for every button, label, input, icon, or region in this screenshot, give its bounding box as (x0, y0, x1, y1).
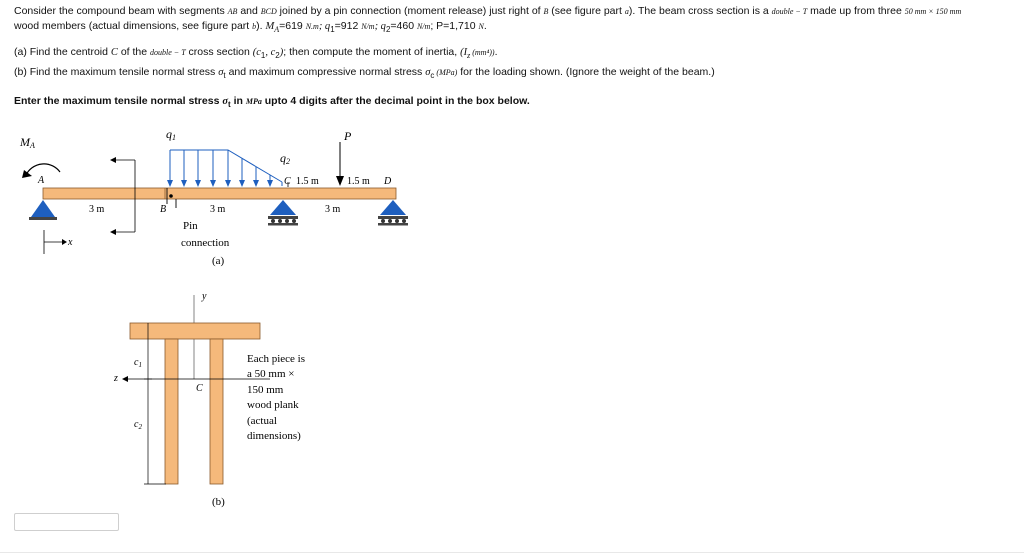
support-c-roller (268, 200, 298, 226)
label-p: P (344, 129, 352, 143)
label-part-a: (a) (212, 255, 225, 267)
web-plank-left (165, 339, 178, 484)
label-ma: MA (20, 135, 35, 150)
label-part-b: (b) (212, 496, 225, 508)
label-pin: Pin (183, 220, 198, 232)
support-a (29, 200, 57, 220)
bottom-divider (0, 552, 1024, 553)
label-q2: q2 (280, 151, 290, 166)
answer-instruction: Enter the maximum tensile normal stress $\sigma_t$ in MPa upto 4 digits after the decimal point in the box below. (14, 95, 530, 110)
figure-b-cross-section (100, 285, 340, 515)
label-connection: connection (181, 237, 230, 249)
label-len-c-mid: 1.5 m (296, 176, 319, 187)
label-z: z (114, 373, 118, 384)
answer-input[interactable] (14, 513, 119, 531)
plank-note: Each piece is a 50 mm × 150 mm wood plank (actual dimensions) (247, 353, 306, 442)
question-line-4: (b) Find the maximum tensile normal stress $\sigma_t$ and maximum compressive normal stress $\sigma_c$ (MPa) for the loading shown. (Ignore the weight of the beam.) (14, 66, 715, 81)
label-len-right: 3 m (325, 204, 341, 215)
question-line-2: wood members (actual dimensions, see figure part b). $M_A=619$ N.m; $q_1=912$ N/m; $q_2=460$ N/m; P=1,710 N. (14, 20, 487, 35)
question-line-1: Consider the compound beam with segments AB and BCD joined by a pin connection (moment release) just right of B (see figure part a). The beam cross section is a double − T made up from three 50 mm × 150 mm (14, 5, 962, 17)
label-len-mid-d: 1.5 m (347, 176, 370, 187)
label-b: B (160, 204, 167, 215)
label-centroid-c: C (196, 383, 203, 394)
label-c: C (284, 176, 291, 187)
label-len-ab: 3 m (89, 204, 105, 215)
label-d: D (384, 176, 392, 187)
label-q1: q1 (166, 127, 176, 142)
label-x: x (68, 237, 73, 248)
figure-a-beam-diagram (0, 120, 430, 280)
flange-plank (130, 323, 260, 339)
label-y: y (202, 291, 207, 302)
distributed-load (167, 150, 282, 187)
label-a: A (38, 175, 45, 186)
label-len-bc: 3 m (210, 204, 226, 215)
label-c1: $c_1$ (134, 357, 142, 369)
web-plank-right (210, 339, 223, 484)
x-axis-symbol (44, 230, 67, 254)
label-c2: $c_2$ (134, 419, 142, 431)
beam (43, 188, 396, 199)
point-load-arrow (336, 142, 344, 186)
question-line-3: (a) Find the centroid C of the double − T cross section ($c_1$, $c_2$); then compute the moment of inertia, ($I_z$ (mm⁴)). (14, 46, 498, 61)
support-d-roller (378, 200, 408, 226)
